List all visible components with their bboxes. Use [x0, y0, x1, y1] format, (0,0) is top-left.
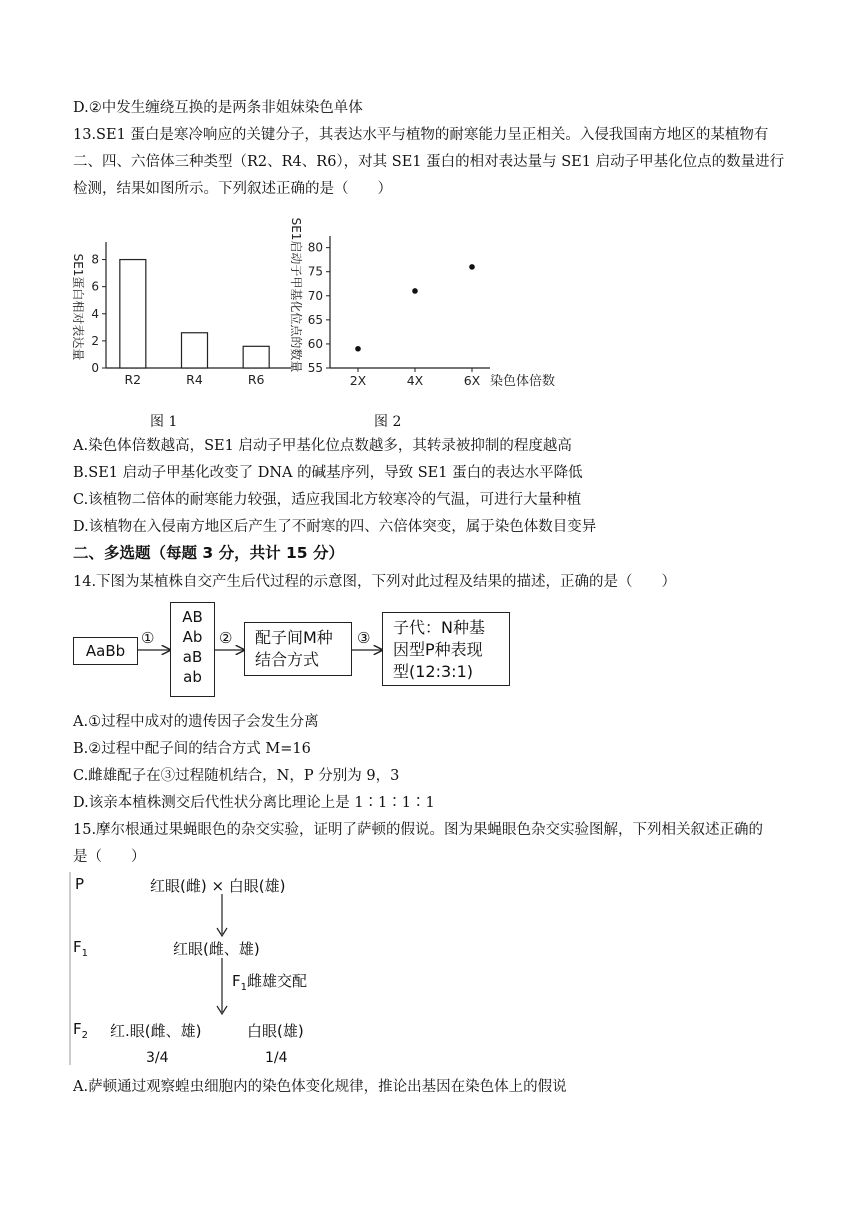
flow-combine-box	[244, 622, 352, 676]
q14-option-a: A.①过程中成对的遗传因子会发生分离	[73, 714, 319, 730]
y-axis-title: SE1蛋白相对表达量	[71, 253, 85, 361]
cross-f1-text: 红眼(雌、雄)	[173, 940, 260, 958]
x-tick-label: R2	[124, 372, 142, 387]
figure-1-caption: 图 1	[150, 414, 178, 430]
cross-f2-red: 红.眼(雌、雄)	[110, 1022, 202, 1040]
flow-gametes-box	[170, 602, 215, 697]
y-tick-label: 80	[307, 240, 323, 255]
x-tick-label: 2X	[349, 373, 367, 388]
cross-p-text: 红眼(雌) × 白眼(雄)	[150, 877, 286, 895]
q13-option-b: B.SE1 启动子甲基化改变了 DNA 的碱基序列，导致 SE1 蛋白的表达水平降低	[73, 465, 583, 481]
gamete-ab-lower: ab	[183, 668, 202, 686]
q15-stem-line-2: 是（ ）	[73, 849, 146, 865]
q14-option-b: B.②过程中配子间的结合方式 M=16	[73, 741, 311, 757]
q13-stem-line-3: 检测，结果如图所示。下列叙述正确的是（ ）	[73, 181, 392, 197]
y-axis-title: SE1启动子甲基化位点的数量	[289, 217, 303, 373]
y-tick-label: 6	[91, 279, 99, 294]
q12-option-d: D.②中发生缠绕互换的是两条非姐妹染色单体	[73, 100, 363, 116]
y-tick-label: 60	[307, 336, 323, 351]
q13-option-c: C.该植物二倍体的耐寒能力较强，适应我国北方较寒冷的气温，可进行大量种植	[73, 492, 582, 508]
y-tick-label: 55	[307, 361, 323, 375]
y-tick-label: 70	[307, 288, 323, 303]
q14-option-c: C.雌雄配子在③过程随机结合，N，P 分别为 9，3	[73, 768, 400, 784]
gamete-ab-upper: AB	[182, 608, 203, 626]
x-tick-label: R6	[247, 372, 265, 387]
q13-stem-line-2: 二、四、六倍体三种类型（R2、R4、R6），对其 SE1 蛋白的相对表达量与 SE1 启动子甲基化位点的数量进行	[73, 154, 785, 170]
flow-parent-box: AaBb	[73, 637, 138, 665]
gamete-ab-mixed-2: aB	[182, 648, 203, 666]
flow-offspring-line-2: 因型P种表现	[393, 640, 483, 659]
flow-step-2: ②	[219, 629, 233, 647]
q13-stem-line-1: 13.SE1 蛋白是寒冷响应的关键分子，其表达水平与植物的耐寒能力呈正相关。入侵我国南方地区的某植物有	[73, 127, 769, 143]
y-tick-label: 2	[91, 333, 99, 348]
figure-2-caption: 图 2	[374, 414, 402, 430]
cross-f1-label: $F_1$	[73, 938, 89, 959]
cross-f2-label: $F_2$	[73, 1020, 89, 1041]
flow-offspring-box	[382, 612, 510, 686]
flow-step-3: ③	[357, 629, 371, 647]
gamete-ab-mixed: Ab	[182, 628, 203, 646]
flow-step-1: ①	[141, 629, 155, 647]
cross-ratio-red: 3/4	[146, 1050, 169, 1066]
flow-combine-line-1: 配子间M种	[255, 628, 333, 647]
cross-mating-text: $F_1$雌雄交配	[232, 972, 308, 993]
q14-option-d: D.该亲本植株测交后代性状分离比理论上是 1∶1∶1∶1	[73, 795, 435, 811]
q13-option-a: A.染色体倍数越高，SE1 启动子甲基化位点数越多，其转录被抑制的程度越高	[73, 438, 572, 454]
x-tick-label: R4	[186, 372, 203, 387]
q13-option-d: D.该植物在入侵南方地区后产生了不耐寒的四、六倍体突变，属于染色体数目变异	[73, 519, 597, 535]
cross-ratio-white: 1/4	[265, 1050, 288, 1066]
y-tick-label: 75	[307, 264, 323, 279]
cross-p-label: P	[75, 875, 85, 893]
x-tick-label: 6X	[463, 373, 481, 388]
x-tick-label: 4X	[406, 373, 424, 388]
section-heading-multi-choice: 二、多选题（每题 3 分，共计 15 分）	[73, 544, 344, 562]
flow-combine-line-2: 结合方式	[255, 650, 320, 669]
flow-offspring-line-1: 子代：N种基	[393, 618, 485, 637]
q15-option-a: A.萨顿通过观察蝗虫细胞内的染色体变化规律，推论出基因在染色体上的假说	[73, 1079, 567, 1095]
x-axis-title: 染色体倍数	[490, 374, 556, 389]
q15-stem-line-1: 15.摩尔根通过果蝇眼色的杂交实验，证明了萨顿的假说。图为果蝇眼色杂交实验图解，下列相关叙述正确的	[73, 822, 764, 838]
y-tick-label: 4	[91, 306, 99, 321]
cross-f2-white: 白眼(雄)	[247, 1022, 304, 1040]
y-tick-label: 0	[91, 361, 99, 375]
q14-stem: 14.下图为某植株自交产生后代过程的示意图，下列对此过程及结果的描述，正确的是（ ）	[73, 574, 677, 590]
flow-offspring-line-3: 型(12:3:1)	[393, 662, 473, 681]
y-tick-label: 65	[307, 312, 323, 327]
y-tick-label: 8	[91, 252, 99, 267]
